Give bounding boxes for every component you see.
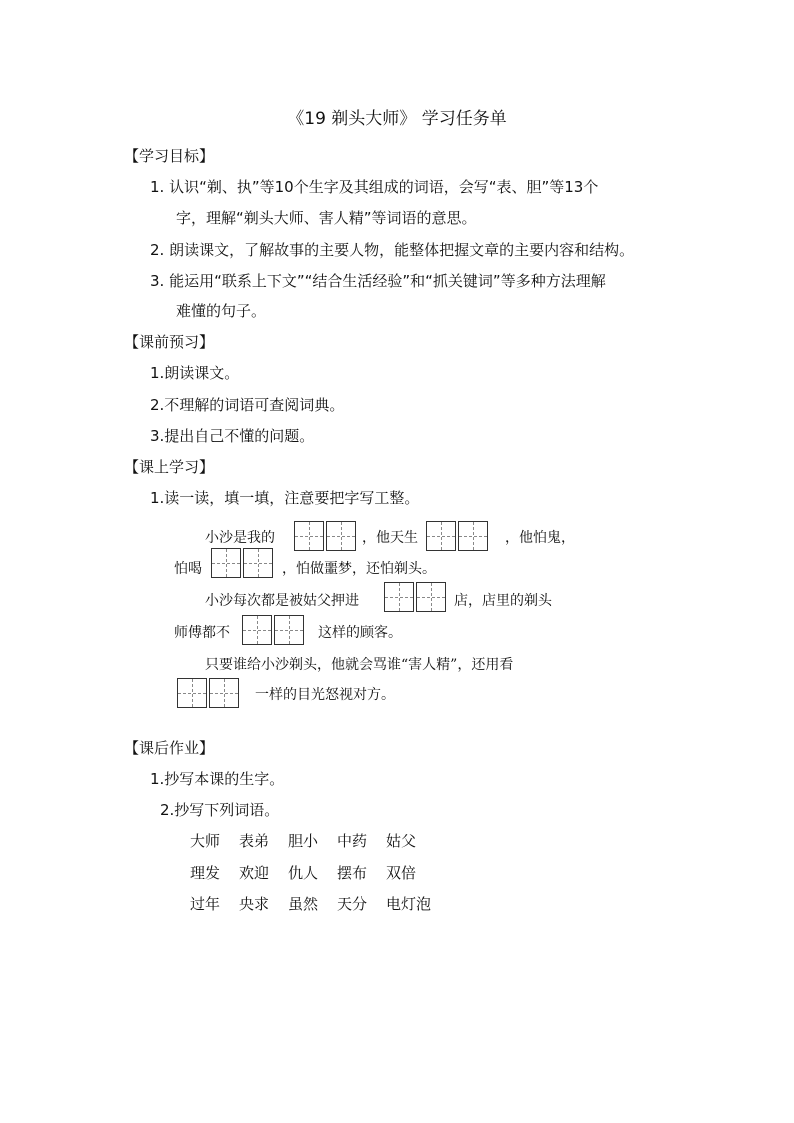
exercise-line-2a: 怕喝 — [174, 561, 202, 577]
class-item-1: 1.读一读，填一填，注意要把字写工整。 — [150, 489, 420, 507]
word: 表弟 — [239, 832, 270, 850]
word: 天分 — [337, 895, 368, 913]
word: 仇人 — [288, 864, 319, 882]
preview-item-3: 3.提出自己不懂的问题。 — [150, 427, 315, 445]
word: 胆小 — [288, 832, 319, 850]
exercise-line-3a: 小沙每次都是被姑父押进 — [205, 593, 359, 609]
fill-box-1[interactable] — [294, 521, 356, 551]
word: 大师 — [190, 832, 221, 850]
fill-box-6[interactable] — [177, 678, 239, 708]
fill-box-3[interactable] — [211, 548, 273, 578]
fill-box-4[interactable] — [384, 582, 446, 612]
word: 姑父 — [386, 832, 417, 850]
word: 理发 — [190, 864, 221, 882]
exercise-line-3b: 店，店里的剃头 — [454, 593, 552, 609]
word: 摆布 — [337, 864, 368, 882]
section-heading-preview: 【课前预习】 — [124, 333, 215, 351]
exercise-line-4a: 师傅都不 — [174, 625, 230, 641]
word: 过年 — [190, 895, 221, 913]
word-row-2 — [190, 862, 435, 883]
fill-box-5[interactable] — [242, 615, 304, 645]
goal-item-3-line-2: 难懂的句子。 — [176, 302, 267, 320]
exercise-line-1b: ，他天生 — [362, 530, 418, 546]
homework-item-1: 1.抄写本课的生字。 — [150, 770, 285, 788]
goal-item-3-line-1: 3. 能运用“联系上下文”“结合生活经验”和“抓关键词”等多种方法理解 — [150, 272, 606, 290]
goal-item-1-line-1: 1. 认识“剃、执”等10个生字及其组成的词语，会写“表、胆”等13个 — [150, 178, 599, 196]
section-heading-goals: 【学习目标】 — [124, 147, 215, 165]
homework-item-2: 2.抄写下列词语。 — [160, 801, 280, 819]
word: 电灯泡 — [386, 895, 432, 913]
exercise-line-2b: ，怕做噩梦，还怕剃头。 — [282, 561, 436, 577]
word-row-3 — [190, 893, 435, 914]
section-heading-class: 【课上学习】 — [124, 458, 215, 476]
word: 央求 — [239, 895, 270, 913]
section-heading-homework: 【课后作业】 — [124, 739, 215, 757]
page-title: 《19 剃头大师》 学习任务单 — [287, 109, 507, 129]
fill-box-2[interactable] — [426, 521, 488, 551]
preview-item-2: 2.不理解的词语可查阅词典。 — [150, 396, 345, 414]
exercise-line-6: 一样的目光怒视对方。 — [255, 687, 395, 703]
preview-item-1: 1.朗读课文。 — [150, 364, 240, 382]
word: 双倍 — [386, 864, 417, 882]
word: 欢迎 — [239, 864, 270, 882]
word-row-1 — [190, 830, 435, 851]
exercise-line-4b: 这样的顾客。 — [318, 625, 402, 641]
exercise-line-5: 只要谁给小沙剃头，他就会骂谁“害人精”，还用看 — [205, 657, 514, 673]
exercise-line-1c: ，他怕鬼， — [505, 530, 575, 546]
exercise-line-1a: 小沙是我的 — [205, 530, 275, 546]
goal-item-1-line-2: 字，理解“剃头大师、害人精”等词语的意思。 — [176, 209, 477, 227]
word: 中药 — [337, 832, 368, 850]
word: 虽然 — [288, 895, 319, 913]
goal-item-2: 2. 朗读课文，了解故事的主要人物，能整体把握文章的主要内容和结构。 — [150, 241, 635, 259]
